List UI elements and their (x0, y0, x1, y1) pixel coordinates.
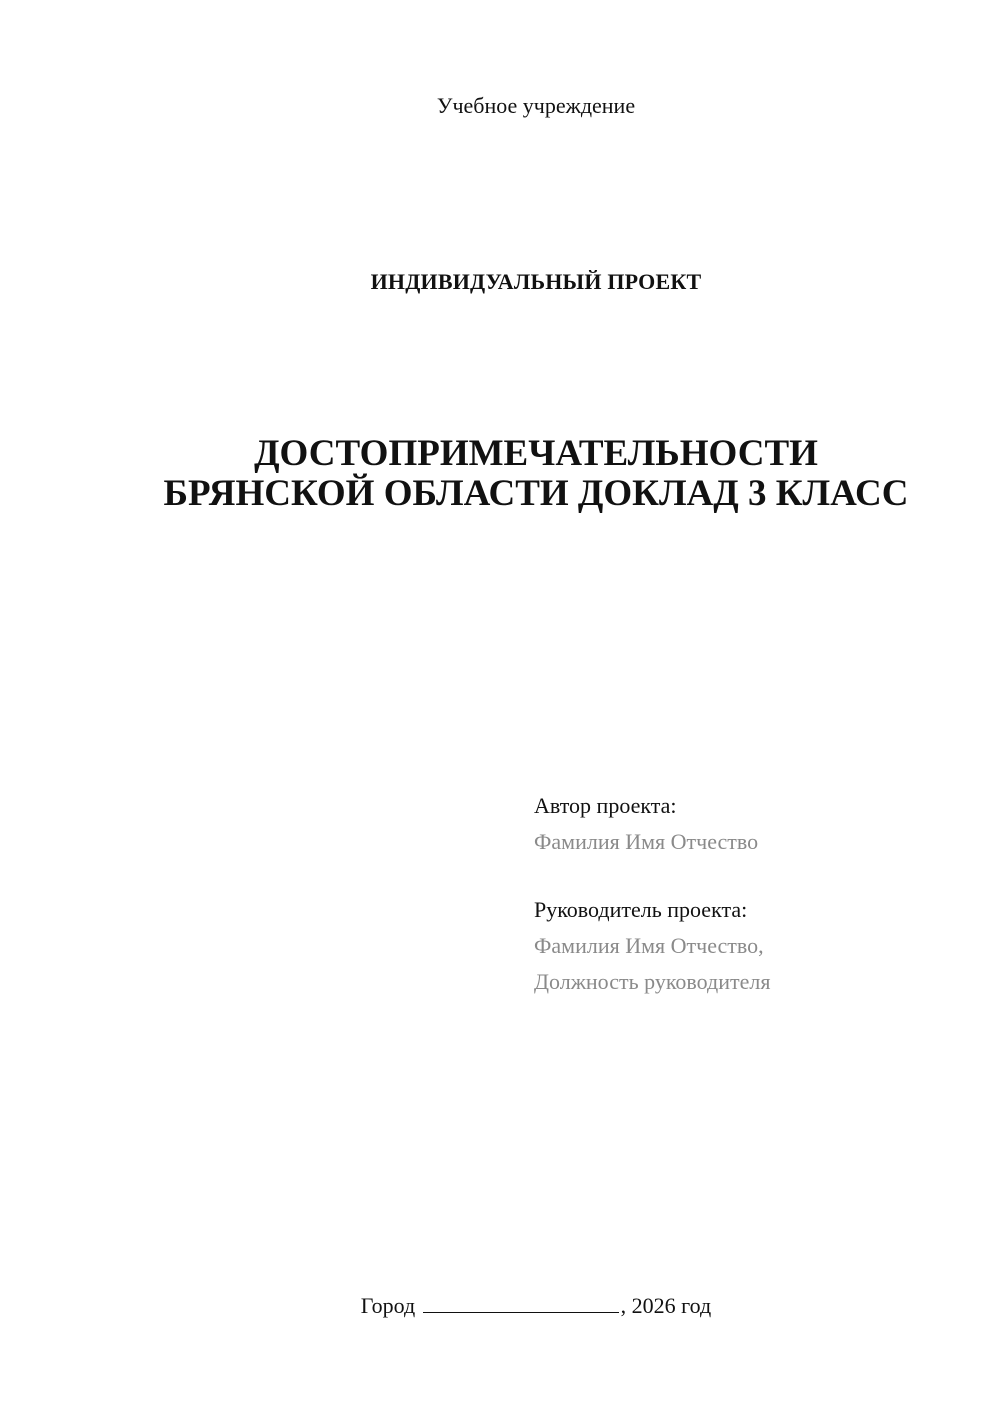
document-title (0, 434, 1000, 514)
supervisor-name: Фамилия Имя Отчество, (534, 933, 764, 958)
year-text: , 2026 год (620, 1293, 712, 1318)
supervisor-label: Руководитель проекта: (534, 897, 748, 922)
footer-city-year (0, 1290, 1000, 1321)
author-label: Автор проекта: (534, 793, 677, 818)
info-spacer (534, 860, 974, 892)
project-type: ИНДИВИДУАЛЬНЫЙ ПРОЕКТ (370, 269, 702, 294)
institution-name: Учебное учреждение (436, 93, 636, 118)
title-line-2: БРЯНСКОЙ ОБЛАСТИ ДОКЛАД 3 КЛАСС (163, 473, 909, 514)
city-blank-line (423, 1290, 619, 1313)
city-label: Город (360, 1293, 416, 1318)
project-info (534, 788, 974, 1000)
supervisor-position: Должность руководителя (534, 969, 771, 994)
author-name: Фамилия Имя Отчество (534, 829, 759, 854)
title-line-1: ДОСТОПРИМЕЧАТЕЛЬНОСТИ (254, 433, 818, 474)
